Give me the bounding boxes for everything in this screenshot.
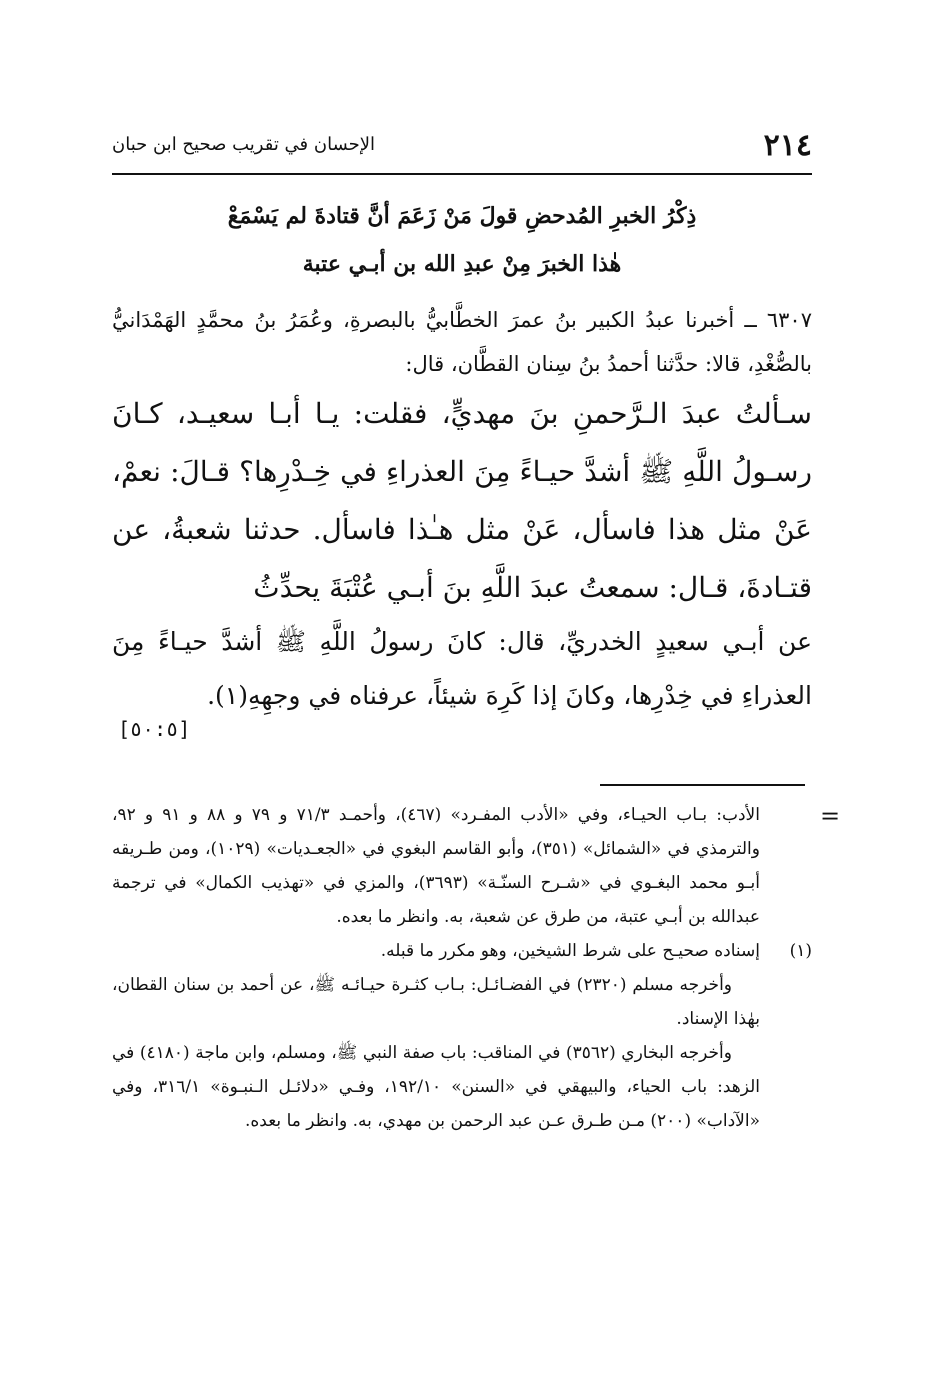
footnote-continued: الأدب: بـاب الحيـاء، وفي «الأدب المفـرد» (٤٦٧)، وأحمـد ٧١/٣ و ٧٩ و ٨٨ و ٩١ و ٩٢، والترمذي في «الشمائل» (٣٥١)، وأبو القاسم البغوي في «الجعـديات» (١٠٢٩)، ومن طـريقه أبـو محمد البغـوي في «شـرح السنّـة» (٣٦٩٣)، والمزي في «تهذيب الكمال» في ترجمة عبدالله بن أبـي عتبة، من طرق عن شعبة، به. وانظر ما بعده.	[112, 805, 760, 927]
page-header	[112, 128, 812, 172]
header-rule	[112, 173, 812, 175]
page-number: ٢١٤	[763, 128, 812, 163]
chapter-heading-line-1: ذِكْرُ الخبرِ المُدحضِ قولَ مَنْ زَعَمَ أنَّ قتادةَ لم يَسْمَعْ	[227, 203, 697, 229]
chapter-heading-line-2: هٰذا الخبرَ مِنْ عبدِ الله بن أبـي عتبة	[302, 251, 622, 277]
footnote-rule	[600, 784, 805, 786]
footnote-1-line: إسناده صحيـح على شرط الشيخين، وهو مكرر ما قبله.	[380, 941, 760, 961]
chapter-heading	[112, 192, 812, 288]
footnote-1	[112, 934, 812, 1138]
hadith-matn: عن أبـي سعيدٍ الخدريِّ، قال: كانَ رسولُ اللَّهِ ﷺ أشدَّ حيـاءً مِنَ العذراءِ في خِدْرِها، وكانَ إذا كَرِهَ شيئاً، عرفناه في وجهِهِ(١).	[112, 627, 812, 710]
hadith-isnad: ٦٣٠٧ ــ أخبرنا عبدُ الكبير بنُ عمرَ الخطَّابيُّ بالبصرةِ، وعُمَرُ بنُ محمَّدٍ الهَمْدَانيُّ بالصُّغْدِ، قالا: حدَّثنا أحمدُ بنُ سِنان القطَّان، قال:	[112, 308, 812, 376]
footnote-number: (١)	[789, 941, 812, 961]
hadith-quote: سـألتُ عبدَ الـرَّحمنِ بنَ مهديٍّ، فقلت: يـا أبـا سعيـد، كـانَ رسـولُ اللَّهِ ﷺ أشدَّ حيـاءً مِنَ العذراءِ في خِـدْرِها؟ قـالَ: نعمْ، عَنْ مثل هذا فاسأل، عَنْ مثل هـٰذا فاسأل. حدثنا شعبةُ، عن قتـادةَ، قـال: سمعتُ عبدَ اللَّهِ بنَ أبـي عُتْبَةَ يحدِّثُ	[112, 397, 812, 604]
footnote-1-paragraph-2: وأخرجه البخاري (٣٥٦٢) في المناقب: باب صفة النبي ﷺ، ومسلم، وابن ماجة (٤١٨٠) في الزهد: باب الحياء، والبيهقي في «السنن» ١٩٢/١٠، وفـي «دلائـل الـنبـوة» ٣١٦/١، وفي «الآداب» (٢٠٠) مـن طـرق عـن عبد الرحمن بن مهدي، به. وانظر ما بعده.	[112, 1043, 760, 1131]
book-title: الإحسان في تقريب صحيح ابن حبان	[112, 134, 376, 155]
footnotes	[112, 798, 812, 1138]
hadith-reference: [٥٠:٥]	[118, 717, 191, 741]
footnote-continuation-mark: =	[820, 802, 841, 830]
footnote-1-paragraph-1: وأخرجه مسلم (٢٣٢٠) في الفضـائـل: بـاب كثـرة حيـائـه ﷺ، عن أحمد بن سنان القطان، بهٰذا الإسناد.	[112, 975, 760, 1029]
